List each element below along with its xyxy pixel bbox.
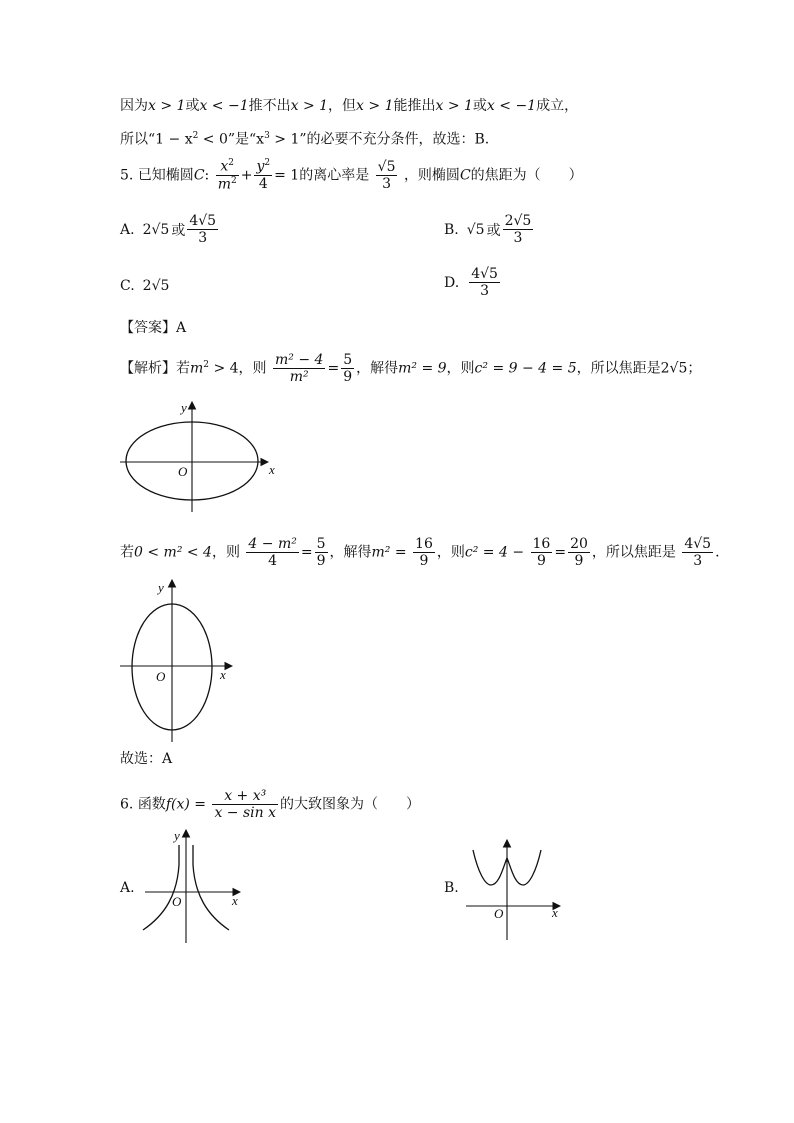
text-line-1: 因为x > 1或x < −1推不出x > 1，但x > 1能推出x > 1或x < −1成立， [120, 98, 579, 114]
q6-option-b-label: B. [444, 880, 459, 896]
x-label: x [220, 667, 226, 682]
origin-label: O [156, 669, 166, 684]
option-b: B. √5 或 $\frac{2√5}{3}$ [444, 213, 532, 247]
option-a: A. 2√5 或 $\frac{4√5}{3}$ [120, 213, 217, 247]
origin-label: O [494, 906, 504, 921]
q6-option-a-label: A. [120, 880, 135, 896]
analysis-line-1: 【解析】若$m^2 > 4$，则 $\frac{\text{m² − 4}}{\text{m²}}$ = $\frac{5}{9}$ ，解得m² = 9，则c² = 9 − 4 = 5，所以焦距是2√5； [120, 352, 702, 386]
question-5-stem: 5. 已知椭圆C: $\frac{x^2}{m^2}$ + $\frac{y^2}{4}$ = 1的离心率是 $\frac{√5}{3}$ ，则椭圆C的焦距为（ ） [120, 158, 583, 193]
x-label: x [232, 893, 238, 908]
option-c: C. 2√5 [120, 278, 170, 294]
origin-label: O [172, 894, 182, 909]
text-line-2: 所以“$1 - x^2 < 0$”是“$x^3 > 1$”的必要不充分条件，故选：B. [120, 131, 490, 148]
analysis-line-2: 若0 < m² < 4，则 $\frac{\text{4 − m²}}{4}$ = $\frac{5}{9}$ ，解得m² = $\frac{16}{9}$ ，则c² = 4 − $\frac{16}{9}$ = $\frac{20}{9}$ ，所以焦距是 $\frac{4√5}{3}$ . [120, 536, 720, 570]
answer-line: 【答案】A [120, 320, 187, 336]
x-label: x [552, 905, 558, 920]
option-d: D. $\frac{4√5}{3}$ [444, 266, 498, 300]
y-label: y [174, 828, 180, 843]
ellipse-term-x: $\frac{x^2}{m^2}$ [217, 158, 237, 193]
question-6-stem: 6. 函数f(x) = $\frac{\text{x + x³}}{\text{x − sin x}}$ 的大致图象为（ ） [120, 788, 421, 822]
eccentricity-value: $\frac{√5}{3}$ [377, 158, 396, 192]
x-label: x [269, 462, 275, 477]
conclusion-line: 故选：A [120, 751, 173, 767]
y-label: y [158, 580, 164, 595]
origin-label: O [178, 464, 188, 479]
y-label: y [181, 400, 187, 415]
ellipse-term-y: $\frac{y^2}{4}$ [256, 158, 271, 193]
